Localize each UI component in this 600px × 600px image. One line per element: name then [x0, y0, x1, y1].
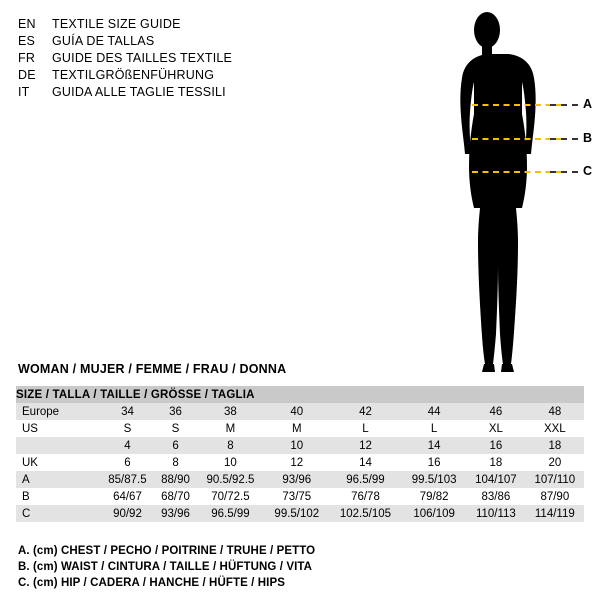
cell: 93/96	[282, 473, 312, 486]
cell: 44	[427, 405, 441, 418]
cell: 20	[548, 456, 562, 469]
table-row	[16, 420, 584, 437]
cell: 36	[169, 405, 182, 418]
cell: 48	[548, 405, 562, 418]
cell: XXL	[543, 422, 566, 435]
cell: 114/119	[534, 507, 575, 520]
language-row	[18, 84, 438, 101]
cell: 70/72.5	[211, 490, 250, 503]
cell: 88/90	[161, 473, 190, 486]
row-label	[16, 437, 100, 454]
cell: 42	[359, 405, 372, 418]
row-label: C	[22, 507, 31, 520]
cell: 90/92	[113, 507, 142, 520]
cell: S	[123, 422, 132, 435]
table-row	[16, 437, 584, 454]
cell: 12	[290, 456, 304, 469]
language-row	[18, 67, 438, 84]
measure-line-waist	[472, 138, 562, 140]
note-hip: C. (cm) HIP / CADERA / HANCHE / HÜFTE / HIPS	[18, 577, 286, 589]
language-code: FR	[18, 51, 36, 65]
cell: 104/107	[475, 473, 517, 486]
language-row	[18, 33, 438, 50]
row-label: Europe	[22, 405, 60, 418]
note-waist: B. (cm) WAIST / CINTURA / TAILLE / HÜFTUNG / VITA	[18, 561, 313, 573]
cell: 16	[489, 439, 503, 452]
cell: 10	[290, 439, 304, 452]
cell: 85/87.5	[108, 473, 147, 486]
cell: S	[171, 422, 180, 435]
cell: 10	[224, 456, 237, 469]
cell: 16	[427, 456, 441, 469]
cell: 12	[359, 439, 372, 452]
language-row	[18, 16, 438, 33]
cell: 79/82	[419, 490, 449, 503]
note-chest: A. (cm) CHEST / PECHO / POITRINE / TRUHE / PETTO	[18, 545, 316, 557]
cell: 90.5/92.5	[206, 473, 255, 486]
cell: L	[430, 422, 438, 435]
language-title: TEXTILGRÖßENFÜHRUNG	[52, 68, 215, 82]
measure-leader-chest	[550, 104, 578, 106]
cell: 99.5/103	[411, 473, 457, 486]
cell: 99.5/102	[274, 507, 320, 520]
cell: XL	[488, 422, 503, 435]
row-label: A	[22, 473, 30, 486]
cell: 6	[124, 456, 131, 469]
cell: M	[292, 422, 302, 435]
cell: 40	[290, 405, 304, 418]
cell: 102.5/105	[339, 507, 392, 520]
row-label: B	[22, 490, 30, 503]
cell: M	[225, 422, 236, 435]
language-code: EN	[18, 17, 36, 31]
table-caption: WOMAN / MUJER / FEMME / FRAU / DONNA	[18, 362, 287, 376]
cell: 87/90	[540, 490, 570, 503]
cell: 106/109	[413, 507, 455, 520]
language-title-block	[18, 16, 438, 101]
language-code: DE	[18, 68, 36, 82]
size-table	[16, 386, 584, 522]
body-figure	[420, 6, 600, 376]
table-header-label: SIZE / TALLA / TAILLE / GRÖSSE / TAGLIA	[16, 388, 255, 401]
cell: 14	[427, 439, 441, 452]
row-label: US	[22, 422, 38, 435]
language-title: GUÍA DE TALLAS	[52, 34, 155, 48]
cell: 93/96	[161, 507, 190, 520]
cell: 8	[227, 439, 234, 452]
measure-label-b: B	[583, 131, 593, 145]
cell: 110/113	[475, 507, 516, 520]
cell: 8	[172, 456, 179, 469]
cell: 64/67	[113, 490, 142, 503]
female-silhouette-icon	[440, 6, 580, 376]
cell: 96.5/99	[346, 473, 385, 486]
cell: 6	[172, 439, 179, 452]
language-code: IT	[18, 85, 30, 99]
table-header-row	[16, 386, 584, 403]
cell: 96.5/99	[211, 507, 250, 520]
measure-line-chest	[472, 104, 562, 106]
cell: 83/86	[481, 490, 511, 503]
language-title: GUIDA ALLE TAGLIE TESSILI	[52, 85, 226, 99]
table-row	[16, 505, 584, 522]
table-row	[16, 403, 584, 420]
table-row	[16, 488, 584, 505]
measure-line-hip	[472, 171, 562, 173]
table-row	[16, 471, 584, 488]
language-row	[18, 50, 438, 67]
cell: 46	[489, 405, 503, 418]
cell: 18	[548, 439, 562, 452]
cell: 14	[359, 456, 372, 469]
measure-leader-waist	[550, 138, 578, 140]
cell: 76/78	[351, 490, 380, 503]
language-title: GUIDE DES TAILLES TEXTILE	[52, 51, 233, 65]
cell: 73/75	[282, 490, 312, 503]
language-code: ES	[18, 34, 36, 48]
cell: 38	[224, 405, 237, 418]
cell: 18	[489, 456, 503, 469]
cell: 4	[124, 439, 131, 452]
cell: 68/70	[161, 490, 190, 503]
cell: 107/110	[534, 473, 576, 486]
measure-label-a: A	[583, 97, 593, 111]
language-title: TEXTILE SIZE GUIDE	[52, 17, 181, 31]
cell: 34	[121, 405, 134, 418]
measure-label-c: C	[583, 164, 593, 178]
measurement-notes	[18, 543, 315, 591]
measure-leader-hip	[550, 171, 578, 173]
row-label: UK	[22, 456, 38, 469]
cell: L	[362, 422, 369, 435]
table-row	[16, 454, 584, 471]
